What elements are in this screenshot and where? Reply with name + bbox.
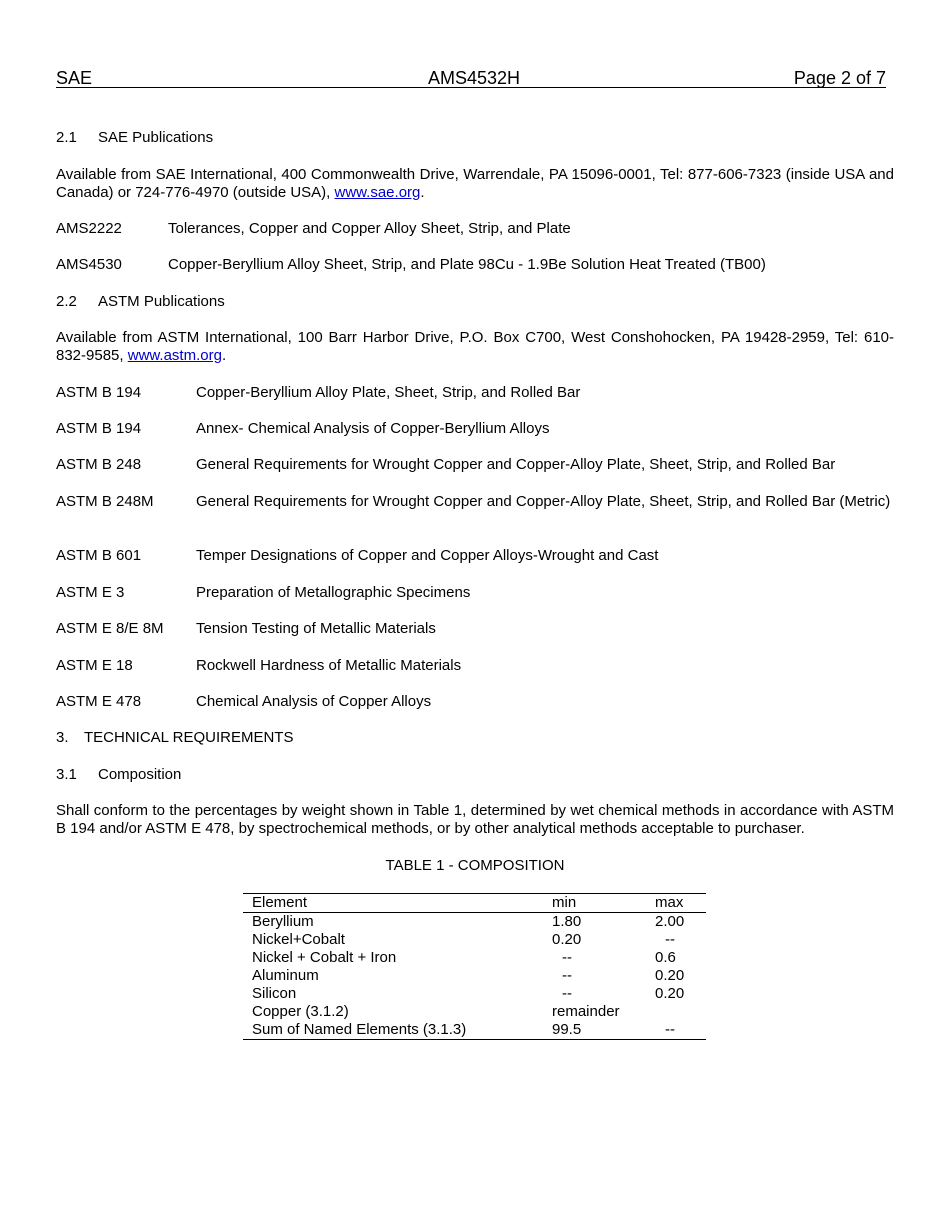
astm-availability-paragraph xyxy=(56,329,894,365)
section-3-1-heading xyxy=(56,766,181,784)
reference-code: ASTM B 194 xyxy=(56,420,142,437)
element-cell: Silicon xyxy=(252,985,297,1002)
table-caption: TABLE 1 - COMPOSITION xyxy=(385,857,565,874)
table-row xyxy=(243,949,706,967)
paragraph-text: Available from ASTM International, 100 Barr Harbor Drive, P.O. Box C700, West Conshohocken, PA 19428-2959, Tel: 610-832-9585, xyxy=(56,329,894,364)
section-title: SAE Publications xyxy=(98,129,214,146)
section-2-1-heading xyxy=(56,129,213,147)
max-cell xyxy=(655,1003,706,1021)
max-cell: 0.20 xyxy=(655,985,685,1002)
reference-code: ASTM E 8/E 8M xyxy=(56,620,164,637)
section-number: 2.2 xyxy=(56,293,77,310)
sae-availability-paragraph xyxy=(56,166,894,202)
reference-title: Annex- Chemical Analysis of Copper-Beryllium Alloys xyxy=(196,420,550,437)
reference-title: Chemical Analysis of Copper Alloys xyxy=(196,693,432,710)
table-row xyxy=(243,913,706,932)
min-value: -- xyxy=(562,967,572,984)
table-row xyxy=(243,1003,706,1021)
reference-code: ASTM E 478 xyxy=(56,693,142,710)
section-title: Composition xyxy=(98,766,182,783)
reference-title: Temper Designations of Copper and Copper Alloys-Wrought and Cast xyxy=(196,547,659,564)
reference-code: ASTM B 248M xyxy=(56,493,154,510)
header-org: SAE xyxy=(56,68,93,88)
min-cell: 1.80 xyxy=(552,913,582,930)
min-cell xyxy=(552,949,655,967)
page-header xyxy=(56,67,886,88)
reference-code: ASTM B 601 xyxy=(56,547,142,564)
reference-title: General Requirements for Wrought Copper and Copper-Alloy Plate, Sheet, Strip, and Rolled Bar (Metric) xyxy=(196,493,891,510)
section-number: 3.1 xyxy=(56,766,77,783)
table-row xyxy=(243,967,706,985)
element-cell: Nickel+Cobalt xyxy=(252,931,345,948)
reference-title: Rockwell Hardness of Metallic Materials xyxy=(196,657,462,674)
table-row xyxy=(243,1021,706,1040)
column-header: max xyxy=(655,894,684,911)
astm-website-link[interactable]: www.astm.org xyxy=(127,347,222,364)
section-title: ASTM Publications xyxy=(98,293,225,310)
reference-title: Copper-Beryllium Alloy Plate, Sheet, Strip, and Rolled Bar xyxy=(196,384,581,401)
element-cell: Nickel + Cobalt + Iron xyxy=(252,949,397,966)
max-cell: 0.6 xyxy=(655,949,676,966)
min-cell xyxy=(552,967,655,985)
max-cell: 2.00 xyxy=(655,913,685,930)
header-page-number: Page 2 of 7 xyxy=(793,68,886,88)
max-value: -- xyxy=(665,1021,675,1038)
section-number: 2.1 xyxy=(56,129,77,146)
min-cell xyxy=(552,985,655,1003)
element-cell: Aluminum xyxy=(252,967,319,984)
element-cell: Copper (3.1.2) xyxy=(252,1003,349,1020)
table-row xyxy=(243,985,706,1003)
paragraph-end: . xyxy=(221,347,227,364)
reference-title: General Requirements for Wrought Copper and Copper-Alloy Plate, Sheet, Strip, and Rolled Bar xyxy=(196,456,836,473)
reference-title: Tension Testing of Metallic Materials xyxy=(196,620,436,637)
paragraph-end: . xyxy=(420,184,425,201)
section-3-heading xyxy=(56,729,293,747)
section-2-2-heading xyxy=(56,293,225,311)
section-number: 3. xyxy=(56,729,69,746)
composition-paragraph: Shall conform to the percentages by weight shown in Table 1, determined by wet chemical methods in accordance with ASTM B 194 and/or ASTM E 478, by spectrochemical methods, or by other analytical methods acceptable to purchaser. xyxy=(56,802,894,837)
max-cell: 0.20 xyxy=(655,967,685,984)
element-cell: Sum of Named Elements (3.1.3) xyxy=(252,1021,467,1038)
table-row xyxy=(243,931,706,949)
reference-code: ASTM B 248 xyxy=(56,456,142,473)
header-doc-number: AMS4532H xyxy=(428,68,521,88)
reference-title: Tolerances, Copper and Copper Alloy Sheet, Strip, and Plate xyxy=(168,220,571,237)
reference-code: AMS2222 xyxy=(56,220,122,237)
min-cell: 0.20 xyxy=(552,931,582,948)
composition-table xyxy=(243,893,706,1040)
min-cell: 99.5 xyxy=(552,1021,582,1038)
element-cell: Beryllium xyxy=(252,913,314,930)
reference-code: ASTM E 18 xyxy=(56,657,133,674)
section-title: TECHNICAL REQUIREMENTS xyxy=(84,729,294,746)
max-cell xyxy=(655,1021,706,1040)
reference-title: Preparation of Metallographic Specimens xyxy=(196,584,471,601)
max-value: -- xyxy=(665,931,675,948)
sae-website-link[interactable]: www.sae.org xyxy=(334,184,421,201)
reference-title: Copper-Beryllium Alloy Sheet, Strip, and Plate 98Cu - 1.9Be Solution Heat Treated (TB00) xyxy=(168,256,766,273)
reference-code: ASTM E 3 xyxy=(56,584,125,601)
column-header: Element xyxy=(252,894,308,911)
min-value: -- xyxy=(562,949,572,966)
min-value: -- xyxy=(562,985,572,1002)
column-header: min xyxy=(552,894,577,911)
table-header-row xyxy=(243,894,706,913)
reference-code: AMS4530 xyxy=(56,256,122,273)
reference-code: ASTM B 194 xyxy=(56,384,142,401)
max-cell xyxy=(655,931,706,949)
min-cell: remainder xyxy=(552,1003,620,1020)
paragraph-text: Available from SAE International, 400 Commonwealth Drive, Warrendale, PA 15096-0001, Tel: 877-606-7323 (inside USA and Canada) or 724-776-4970 (outside USA), xyxy=(56,166,894,201)
